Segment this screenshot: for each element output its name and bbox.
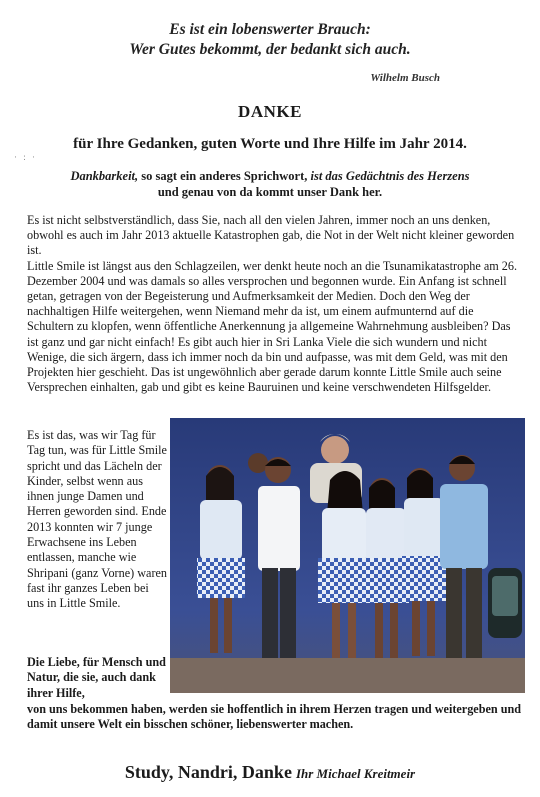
scan-specks: · : · <box>14 152 37 162</box>
quote-line-2: Wer Gutes bekommt, der bedankt sich auch. <box>129 41 411 58</box>
opening-quote <box>0 20 540 60</box>
quote-line-1: Es ist ein lobenswerter Brauch: <box>169 21 371 38</box>
saying-keyword: Dankbarkeit, <box>70 169 139 183</box>
saying-line-2: und genau von da kommt unser Dank her. <box>157 185 383 199</box>
signature <box>0 762 540 783</box>
saying-italic: ist das Gedächtnis des Herzens <box>310 169 470 183</box>
gratitude-saying <box>0 168 540 200</box>
group-photo <box>170 418 525 693</box>
side-paragraph: Es ist das, was wir Tag für Tag tun, was für Little Smile spricht und das Lächeln der Kinder, selbst wenn aus ihnen junge Damen und Herren geworden sind. Ende 2013 konnten wir 7 junge Erwachsene ins Leben entlassen, manche wie Shripani (ganz Vorne) waren fast ihr ganzes Leben bei uns in Little Smile. <box>27 428 167 611</box>
side-bold-paragraph: Die Liebe, für Mensch und Natur, die sie, auch dank ihrer Hilfe, <box>27 655 166 700</box>
group-photo-illustration <box>170 418 525 693</box>
signature-main: Study, Nandri, Danke <box>124 762 292 782</box>
closing-paragraph: von uns bekommen haben, werden sie hoffentlich in ihrem Herzen tragen und weitergeben und damit unsere Welt ein bisschen schöner, liebenswerter machen. <box>27 702 522 732</box>
body-text <box>27 213 519 395</box>
page-title: DANKE <box>238 102 302 121</box>
body-paragraph-1: Es ist nicht selbstverständlich, dass Sie, nach all den vielen Jahren, immer noch an uns denken, obwohl es auch im Jahr 2013 aktuelle Katastrophen gab, die Not in der Welt nicht kleiner geworden ist. <box>27 213 515 258</box>
body-paragraph-2: Little Smile ist längst aus den Schlagzeilen, wer denkt heute noch an die Tsunamikatastrophe am 26. Dezember 2004 und was damals so alles versprochen und begonnen wurde. Ein Anfang ist schnell getan, getragen von der Begeisterung und Aufmerksamkeit der Medien. Doch den Weg der nachhaltigen Hilfe weitergehen, wenn Niemand mehr da ist, um einem aufmunternd auf die Schultern zu klopfen, wenn öffentliche Anerkennung ja allgemeine Wahrnehmung ausbleiben? Das ist ganz und gar nicht einfach! Es gibt auch hier in Sri Lanka Viele die sich wundern und nicht Wenige, die sich ärgern, dass ich immer noch da bin und aufpasse, was mit dem Geld, was mit den Projekten hier geschieht. Das ist ungewöhnlich aber gerade darum konnte Little Smile auch seine Versprechen einhalten, gab und gibt es keine Bauruinen und keine verschwendeten Hilfsgelder. <box>27 258 518 395</box>
signature-name: Ihr Michael Kreitmeir <box>295 766 416 781</box>
page-subtitle: für Ihre Gedanken, guten Worte und Ihre Hilfe im Jahr 2014. <box>73 136 467 152</box>
quote-author: Wilhelm Busch <box>370 72 440 84</box>
saying-middle: so sagt ein anderes Sprichwort, <box>138 169 311 183</box>
